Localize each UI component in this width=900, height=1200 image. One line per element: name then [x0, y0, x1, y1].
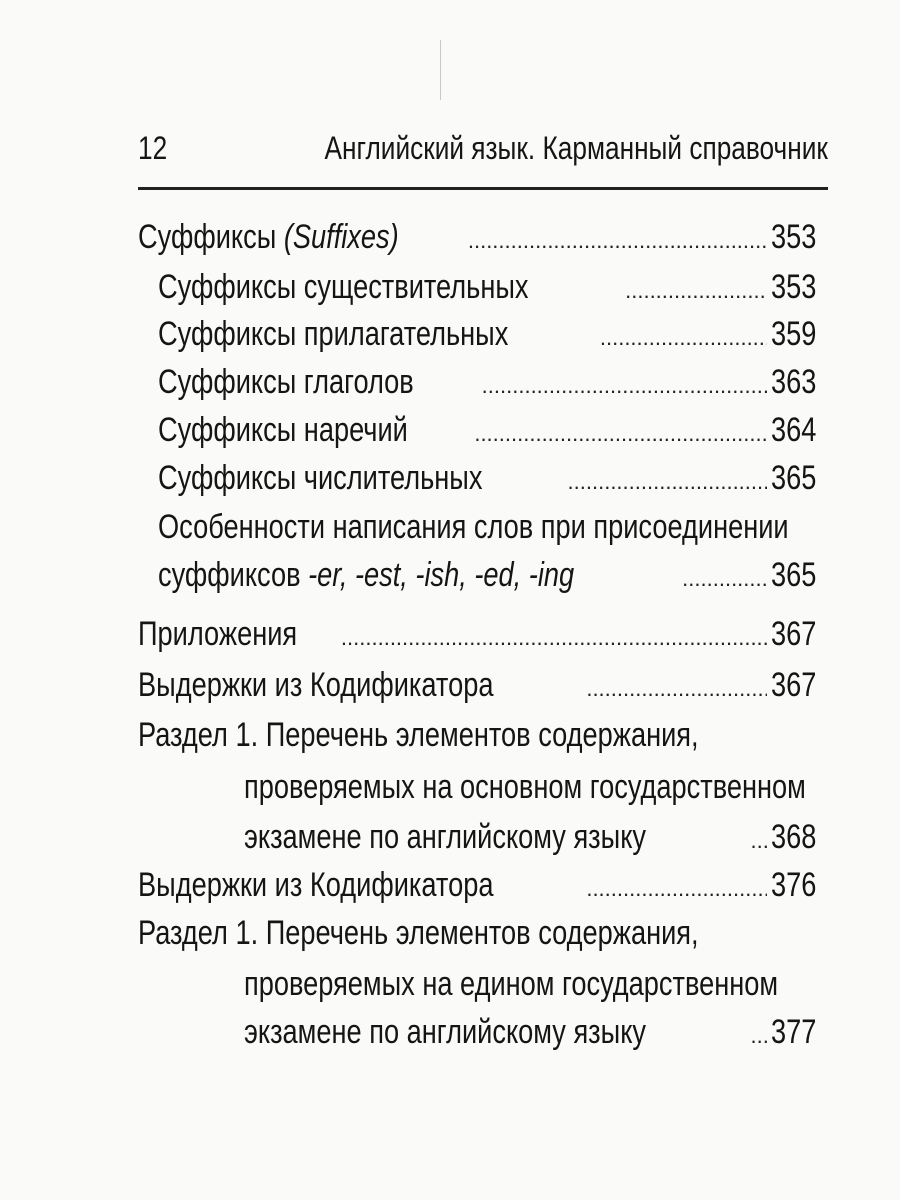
toc-page: 376	[771, 866, 817, 904]
toc-entry-section1-ege-line2[interactable]	[244, 962, 900, 1006]
toc-page: 367	[771, 666, 817, 704]
toc-entry-verb-suffixes[interactable]	[158, 360, 828, 404]
toc-title: суффиксов	[158, 556, 309, 594]
leader-dots	[474, 412, 767, 456]
toc-title-italic: -er, -est, -ish, -ed, -ing	[308, 556, 575, 594]
toc-page: 353	[771, 218, 817, 256]
toc-title: Суффиксы наречий	[158, 411, 408, 449]
leader-dots	[586, 867, 767, 911]
toc-entry-noun-suffixes[interactable]	[158, 265, 828, 309]
toc-title: Приложения	[138, 615, 298, 653]
toc-page: 367	[771, 615, 817, 653]
toc-title: экзамене по английскому языку	[244, 1013, 647, 1051]
toc-entry-adverb-suffixes[interactable]	[158, 408, 828, 452]
toc-page: 359	[771, 315, 817, 353]
leader-dots	[341, 616, 767, 660]
toc-entry-section1-oge-line3[interactable]	[244, 815, 828, 859]
toc-entry-section1-ege-line1[interactable]	[138, 911, 839, 955]
toc-entry-adjective-suffixes[interactable]	[158, 312, 828, 356]
toc-page: 377	[771, 1013, 817, 1051]
leader-dots	[468, 219, 767, 263]
leader-dots	[751, 1014, 768, 1058]
toc-page: 365	[771, 459, 817, 497]
toc-title: Суффиксы	[138, 218, 284, 256]
toc-title: Суффиксы глаголов	[158, 363, 414, 401]
toc-title-italic: (Suffixes)	[283, 218, 399, 256]
leader-dots	[586, 667, 767, 711]
toc-entry-spelling-line2[interactable]	[158, 553, 828, 597]
leader-dots	[625, 269, 767, 313]
toc-title: Суффиксы числительных	[158, 459, 483, 497]
toc-entry-codifier-excerpts-1[interactable]	[138, 663, 828, 707]
toc-title: Особенности написания слов при присоединении	[158, 508, 789, 546]
toc-title: проверяемых на основном государственном	[244, 768, 806, 806]
toc-entry-appendices[interactable]	[138, 612, 828, 656]
toc-title: Выдержки из Кодификатора	[138, 866, 494, 904]
leader-dots	[751, 819, 768, 863]
toc-entry-spelling-line1[interactable]	[158, 505, 900, 549]
leader-dots	[482, 364, 768, 408]
toc-entry-section1-oge-line2[interactable]	[244, 765, 900, 809]
toc-entry-numeral-suffixes[interactable]	[158, 456, 828, 500]
toc-entry-section1-ege-line3[interactable]	[244, 1010, 828, 1054]
toc-title: Раздел 1. Перечень элементов содержания,	[138, 914, 699, 952]
toc-page: 364	[771, 411, 817, 449]
toc-title: проверяемых на едином государственном	[244, 965, 779, 1003]
toc-entry-suffixes[interactable]	[138, 215, 828, 259]
running-title: Английский язык. Карманный справочник	[324, 130, 828, 166]
toc-entry-section1-oge-line1[interactable]	[138, 713, 839, 757]
toc-page: 368	[771, 818, 817, 856]
leader-dots	[682, 557, 767, 601]
toc-entry-codifier-excerpts-2[interactable]	[138, 863, 828, 907]
toc-page: 363	[771, 363, 817, 401]
toc-title: Суффиксы существительных	[158, 268, 529, 306]
page-number: 12	[138, 130, 168, 166]
toc-title: экзамене по английскому языку	[244, 818, 647, 856]
leader-dots	[568, 460, 768, 504]
toc-title: Суффиксы прилагательных	[158, 315, 509, 353]
toc-page: 353	[771, 268, 817, 306]
toc-page: 365	[771, 556, 817, 594]
leader-dots	[600, 316, 767, 360]
toc-title: Выдержки из Кодификатора	[138, 666, 494, 704]
toc-title: Раздел 1. Перечень элементов содержания,	[138, 716, 699, 754]
